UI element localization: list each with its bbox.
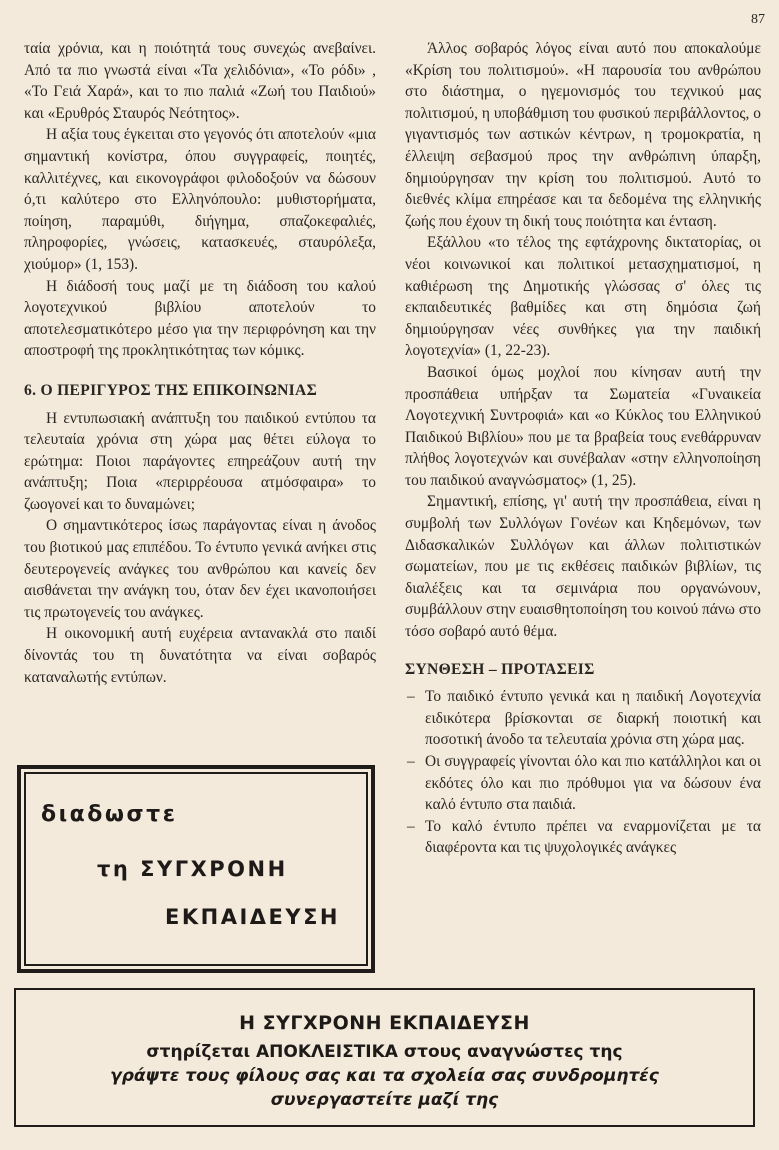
page-number: 87 — [751, 12, 765, 27]
right-column — [405, 38, 761, 859]
proposals-list — [405, 686, 761, 859]
section-heading: 6. Ο ΠΕΡΙΓΥΡΟΣ ΤΗΣ ΕΠΙΚΟΙΝΩΝΙΑΣ — [24, 381, 318, 399]
paragraph: Ο σημαντικότερος ίσως παράγοντας είναι η άνοδος του βιοτικού μας επιπέδου. Το έντυπο γενικά ανήκει στις δευτερογενείς ανάγκες του ανθρώπου και κανείς δεν αισθάνεται την ανάγκη του, όταν δεν έχει ικανοποιήσει τις πρωτογενείς του ανάγκες. — [24, 517, 376, 621]
banner-line-3: συνεργαστείτε μαζί της — [270, 1090, 499, 1110]
paragraph: ταία χρόνια, και η ποιότητά τους συνεχώς ανεβαίνει. Από τα πιο γνωστά είναι «Τα χελιδόνια», «Το ρόδι» , «Το Γειά Χαρά», και το πιο παλιά «Ζωή του Παιδιού» και «Ερυθρός Σταυρός Νεότητος». — [24, 40, 376, 122]
list-item: – Οι συγγραφείς γίνονται όλο και πιο κατάλληλοι και οι εκδότες όλο και πιο πρόθυμοι για να δώσουν ένα καλό έντυπο στα παιδιά. — [405, 751, 761, 816]
paragraph: Η αξία τους έγκειται στο γεγονός ότι αποτελούν «μια σημαντική κονίστρα, όπου συγγραφείς, ποιητές, καλλιτέχνες, και εικονογράφοι φιλοδοξούν να δώσουν ό,τι καλύτερο στο Ελληνόπουλο: μυθιστορήματα, ποίηση, παραμύθι, διήγημα, σπαζοκεφαλιές, πληροφορίες, γνώσεις, κατασκευές, σταυρόλεξα, χιούμορ» (1, 153). — [24, 126, 376, 273]
list-item: – Το παιδικό έντυπο γενικά και η παιδική Λογοτεχνία ειδικότερα βρίσκονται σε διαρκή ποιοτική και ποσοτική άνοδο τα τελευταία χρόνια στη χώρα μας. — [405, 686, 761, 751]
ad-line-3: ΕΚΠΑΙΔΕΥΣΗ — [165, 905, 340, 929]
paragraph: Άλλος σοβαρός λόγος είναι αυτό που αποκαλούμε «Κρίση του πολιτισμού». «Η παρουσία του ανθρώπου στο διάστημα, ο ηγεμονισμός του τεχνικού μας πολιτισμού, η υποβάθμιση του φυσικού περιβάλλοντος, ο γιγαντισμός των αστικών κέντρων, η τρομοκρατία, η έλλειψη σεβασμού προς την ανθρώπινη ύπαρξη, δημιούργησαν την κρίση του πολιτισμού. Αυτό το διεθνές κλίμα επηρέασε και τα δεδομένα της ελληνικής ζωής που έχουν τη δική τους ποιότητα και ένταση. — [405, 40, 761, 230]
paragraph: Η εντυπωσιακή ανάπτυξη του παιδικού εντύπου τα τελευταία χρόνια στη χώρα μας θέτει εύλογα το ερώτημα: Ποιοι παράγοντες επηρεάζουν αυτή την ανάπτυξη; Ποια «περιρρέουσα ατμόσφαιρα» το ζωογονεί και το δυναμώνει; — [24, 409, 376, 513]
banner-line-1: στηρίζεται ΑΠΟΚΛΕΙΣΤΙΚΑ στους αναγνώστες της — [146, 1042, 623, 1062]
paragraph: Η διάδοσή τους μαζί με τη διάδοση του καλού λογοτεχνικού βιβλίου αποτελούν το αποτελεσματικότερο μέσο για την περιφρόνηση και την αποστροφή της προκλητικότητας των κόμικς. — [24, 277, 376, 360]
list-item: – Το καλό έντυπο πρέπει να εναρμονίζεται με τα διαφέροντα και τις ψυχολογικές ανάγκες — [405, 816, 761, 859]
banner-line-2: γράψτε τους φίλους σας και τα σχολεία σας συνδρομητές — [110, 1066, 659, 1086]
ad-line-2: τη ΣΥΓΧΡΟΝΗ — [97, 857, 288, 881]
ad-line-1: διαδωστε — [41, 802, 178, 827]
paragraph: Σημαντική, επίσης, γι' αυτή την προσπάθεια, είναι η συμβολή των Συλλόγων Γονέων και Κηδεμόνων, των Διδασκαλικών Συλλόγων και άλλων πολιτιστικών σωματείων, που με τις εκθέσεις παιδικών βιβλίων, τις διαλέξεις και τα σεμινάρια που οργανώνουν, συμβάλλουν στην ευαισθητοποίηση του κοινού πάνω στο τόσο σοβαρό αυτό θέμα. — [405, 493, 761, 641]
section-heading: ΣΥΝΘΕΣΗ – ΠΡΟΤΑΣΕΙΣ — [405, 660, 595, 678]
left-column — [24, 38, 376, 688]
advertisement-box — [17, 765, 375, 973]
subscription-banner — [14, 988, 755, 1127]
paragraph: Βασικοί όμως μοχλοί που κίνησαν αυτή την προσπάθεια υπήρξαν τα Σωματεία «Γυναικεία Λογοτεχνική Συντροφιά» και «ο Κύκλος του Ελληνικού Παιδικού Βιβλίου» που με τα βραβεία τους ενεθάρρυναν πλήθος λογοτεχνών και συνέβαλαν «στην ελληνοποίηση του παιδικού αναγνώσματος» (1, 25). — [405, 363, 761, 489]
banner-title: Η ΣΥΓΧΡΟΝΗ ΕΚΠΑΙΔΕΥΣΗ — [239, 1012, 530, 1034]
paragraph: Εξάλλου «το τέλος της εφτάχρονης δικτατορίας, οι νέοι κοινωνικοί και πολιτικοί μετασχηματισμοί, η καθιέρωση της Δημοτικής γλώσσας σ' όλες τις εκπαιδευτικές βαθμίδες και στη δημόσια ζωή δημιούργησαν νέες συνθήκες για την παιδική λογοτεχνία» (1, 22-23). — [405, 234, 761, 360]
paragraph: Η οικονομική αυτή ευχέρεια αντανακλά στο παιδί δίνοντάς του τη δυνατότητα να είναι σοβαρός καταναλωτής εντύπων. — [24, 625, 376, 686]
